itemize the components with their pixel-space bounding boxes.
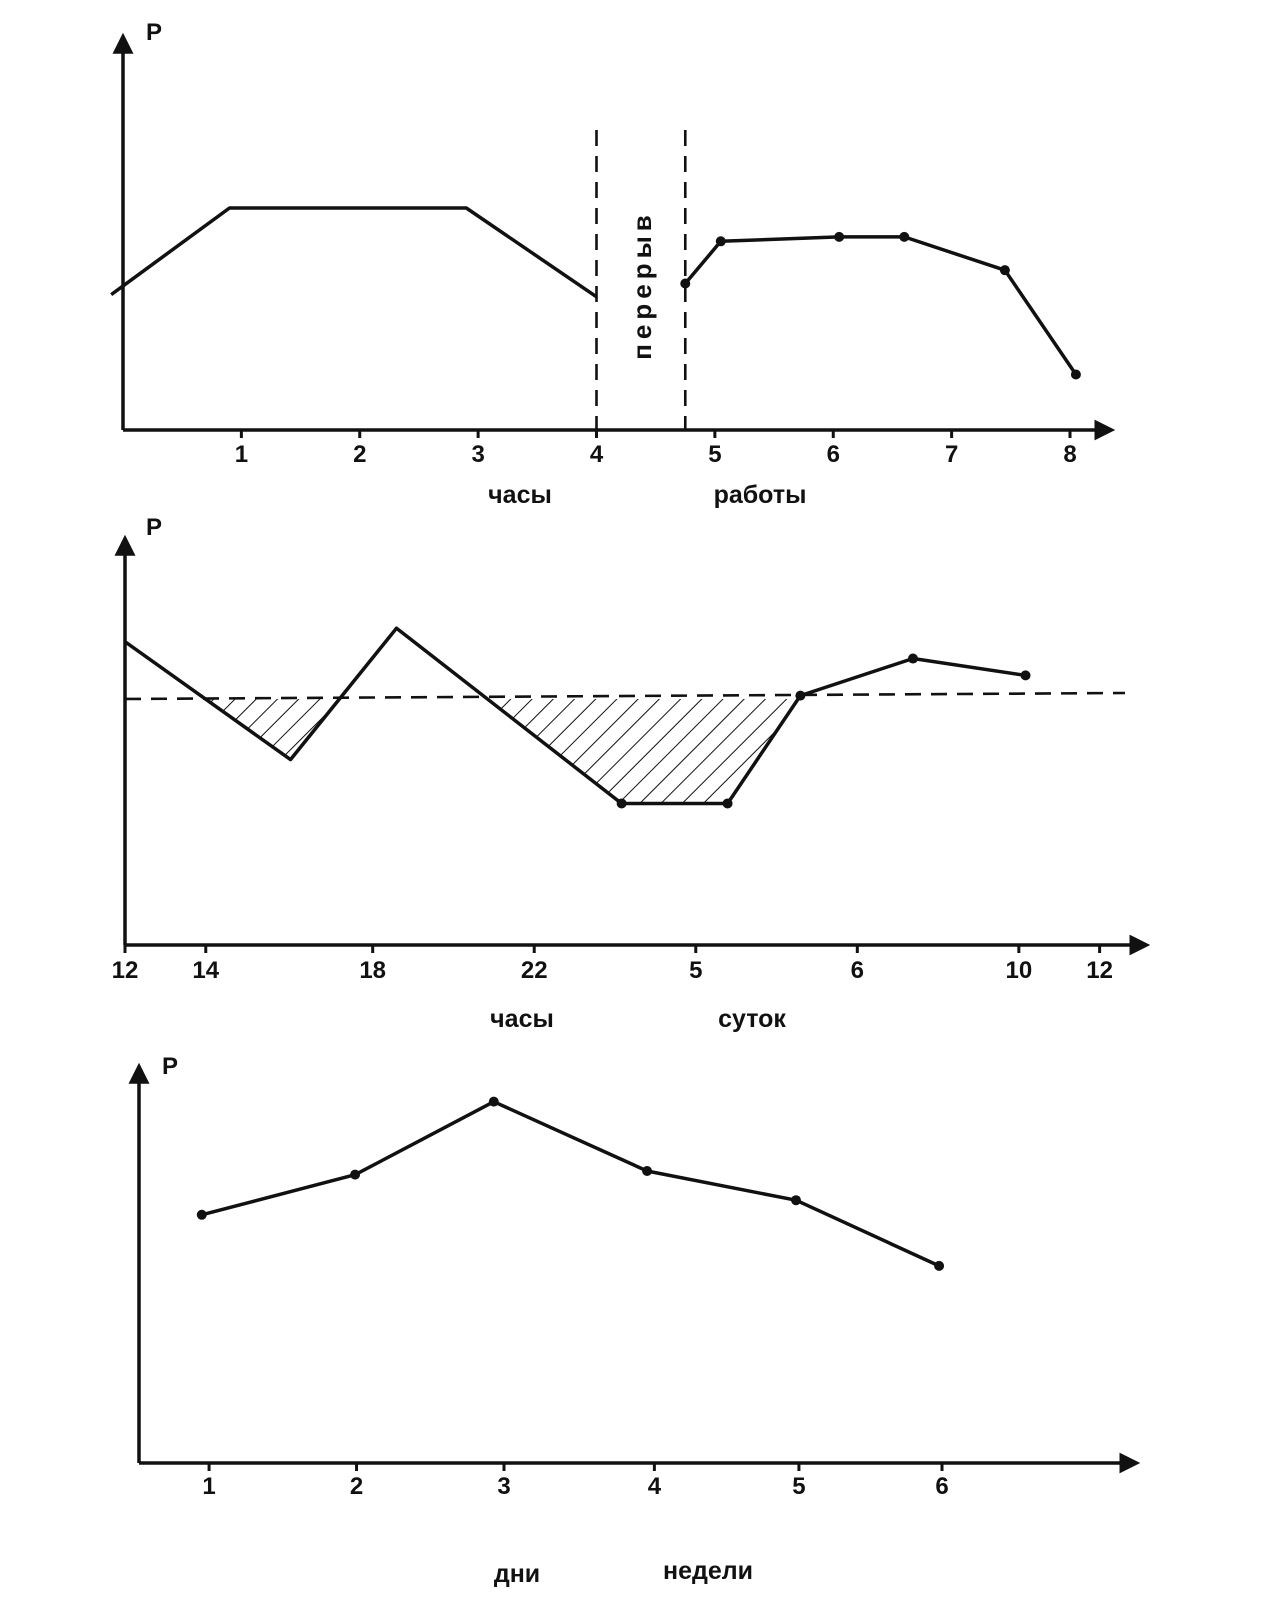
x-tick-label: 7 [944,441,959,468]
x-axis-label-part-1: часы [490,1005,554,1033]
data-point [795,691,805,701]
data-point [723,798,733,808]
data-point [617,798,627,808]
x-tick-label: 14 [192,957,220,984]
x-tick-label: 1 [234,441,249,468]
y-axis-label: P [146,514,163,541]
data-point [680,278,690,288]
series-line [685,237,1076,375]
data-point [791,1195,801,1205]
reference-level-line [125,693,1125,699]
data-point [899,232,909,242]
x-axis-label-part-2: недели [662,1557,754,1585]
data-point [716,236,726,246]
x-tick-label: 2 [353,441,367,468]
data-point [1021,670,1031,680]
hatched-region [205,699,339,760]
x-tick-label: 12 [1086,957,1113,984]
break-label: перерыв [626,210,657,360]
x-tick-label: 3 [471,441,485,468]
x-axis-label-part-2: суток [718,1005,786,1033]
x-axis-label-part-1: часы [488,481,552,509]
x-tick-label: 3 [497,1473,511,1500]
data-point [1071,370,1081,380]
hatched-region [487,699,798,804]
x-tick-label: 4 [647,1473,662,1500]
x-tick-label: 5 [708,441,722,468]
data-point [908,654,918,664]
x-tick-label: 5 [689,957,703,984]
data-point [197,1210,207,1220]
series-line [202,1102,939,1266]
x-tick-label: 6 [935,1473,949,1500]
y-axis-label: P [146,19,163,46]
series-line [111,208,596,297]
x-tick-label: 4 [589,441,604,468]
x-tick-label: 6 [850,957,864,984]
data-point [834,232,844,242]
x-tick-label: 10 [1005,957,1033,984]
x-axis-label-part-2: работы [713,481,807,509]
x-tick-label: 2 [349,1473,364,1500]
chart-day-hours [112,514,1145,1033]
x-axis-label-part-1: дни [493,1560,541,1588]
x-tick-label: 1 [202,1473,216,1500]
x-tick-label: 8 [1063,441,1077,468]
data-point [642,1166,652,1176]
y-axis-label: P [162,1053,179,1080]
x-tick-label: 18 [359,957,387,984]
x-tick-label: 5 [792,1473,806,1500]
data-point [489,1097,499,1107]
chart-week-days [139,1053,1135,1588]
x-tick-label: 6 [826,441,840,468]
x-tick-label: 22 [520,957,548,984]
data-point [1000,265,1010,275]
data-point [350,1170,360,1180]
data-point [934,1261,944,1271]
chart-work-hours [111,19,1110,509]
x-tick-label: 12 [111,957,139,984]
